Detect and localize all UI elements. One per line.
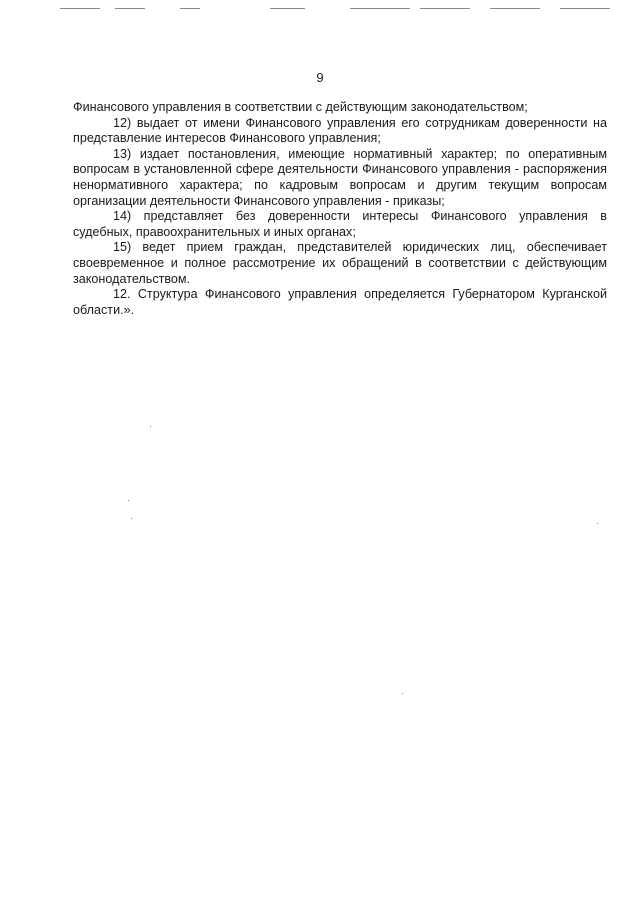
scan-speck	[131, 518, 132, 519]
paragraph-continuation: Финансового управления в соответствии с действующим законодательством;	[73, 100, 528, 114]
scan-speck	[150, 426, 151, 427]
paragraph-item-12: 12) выдает от имени Финансового управления его сотрудникам доверенности на представление интересов Финансового управления;	[73, 115, 607, 146]
scan-speck	[128, 500, 129, 501]
scan-speck	[402, 693, 403, 694]
document-body	[73, 100, 607, 318]
paragraph-section-12: 12. Структура Финансового управления определяется Губернатором Курганской области.».	[73, 287, 607, 317]
scan-edge-artifacts	[0, 0, 640, 14]
paragraph-item-14: 14) представляет без доверенности интересы Финансового управления в судебных, правоохранительных и иных органах;	[73, 209, 607, 239]
page-number: 9	[316, 70, 324, 85]
paragraph-item-13: 13) издает постановления, имеющие нормативный характер; по оперативным вопросам в установленной сфере деятельности Финансового управления - распоряжения ненормативного характера; по кадровым вопросам и другим текущим вопросам организации деятельности Финансового управления - приказы;	[73, 146, 607, 208]
scan-speck	[597, 523, 598, 524]
paragraph-item-15: 15) ведет прием граждан, представителей юридических лиц, обеспечивает своевременное и полное рассмотрение их обращений в соответствии с действующим законодательством.	[73, 240, 607, 286]
